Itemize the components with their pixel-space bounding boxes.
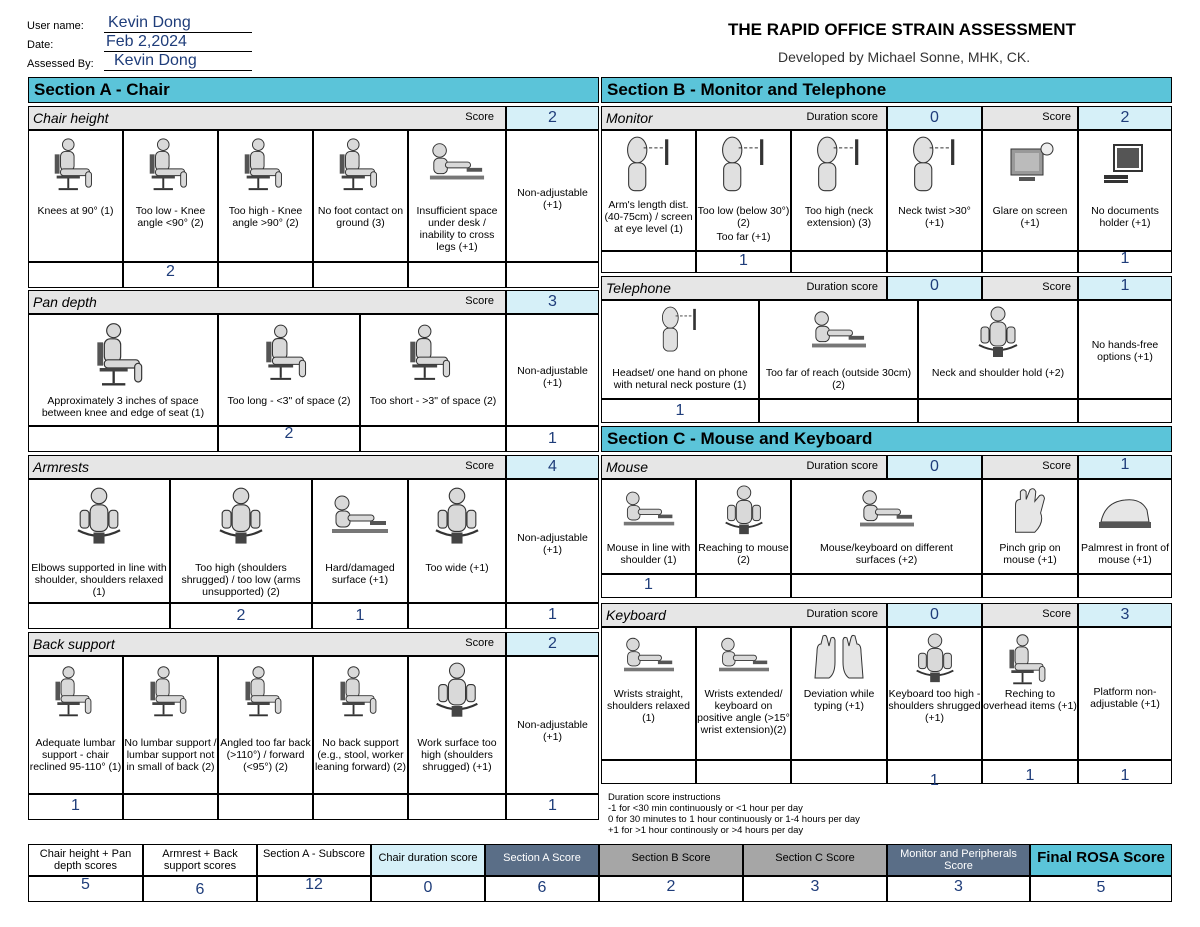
telephone-value-1[interactable]: 1 xyxy=(601,399,759,423)
footer-value-section-c-score: 3 xyxy=(743,876,887,902)
option-label: Too wide (+1) xyxy=(425,562,489,574)
mouse-title: Mouse xyxy=(601,455,887,479)
pan-depth-option-2[interactable] xyxy=(218,314,360,426)
pan-depth-option-3[interactable] xyxy=(360,314,506,426)
figure-icon xyxy=(811,135,867,195)
telephone-option-2[interactable] xyxy=(759,300,918,399)
mouse-duration-score[interactable]: 0 xyxy=(887,455,982,479)
figure-icon xyxy=(907,135,963,195)
back-support-value-nadj[interactable]: 1 xyxy=(506,794,599,820)
section-a-header: Section A - Chair xyxy=(28,77,599,103)
figure-icon xyxy=(332,135,390,193)
keyboard-score-label: Score xyxy=(982,603,1078,627)
armrests-value-2[interactable]: 2 xyxy=(170,603,312,629)
footer-value-section-b-score: 2 xyxy=(599,876,743,902)
option-label: No lumbar support / lumbar support not in small of back (2) xyxy=(124,737,217,773)
option-label: Non-adjustable (+1) xyxy=(517,365,588,389)
mouse-value-2[interactable] xyxy=(696,574,791,598)
figure-icon xyxy=(429,661,485,721)
option-label: Too low - Knee angle <90° (2) xyxy=(135,205,206,229)
back-support-value-2[interactable] xyxy=(123,794,218,820)
option-label: Neck twist >30° (+1) xyxy=(898,205,971,229)
monitor-value-5[interactable] xyxy=(982,251,1078,273)
option-label: Platform non-adjustable (+1) xyxy=(1090,686,1160,710)
option-label: Reaching to mouse (2) xyxy=(698,542,789,566)
mouse-option-2[interactable] xyxy=(696,479,791,574)
back-support-option-2[interactable] xyxy=(123,656,218,794)
pan-depth-nonadjustable[interactable] xyxy=(506,314,599,426)
option-label: Non-adjustable (+1) xyxy=(517,719,588,743)
pan-depth-value-3[interactable] xyxy=(360,426,506,452)
telephone-title: Telephone xyxy=(601,276,887,300)
figure-icon xyxy=(48,661,104,721)
chair-height-option-1[interactable] xyxy=(28,130,123,262)
keyboard-value-3[interactable] xyxy=(791,760,887,784)
telephone-option-3[interactable] xyxy=(918,300,1078,399)
section-b-header: Section B - Monitor and Telephone xyxy=(601,77,1172,103)
armrests-value-nadj[interactable]: 1 xyxy=(506,603,599,629)
footer-label-monitor-peripherals: Monitor and Peripherals Score xyxy=(887,844,1030,876)
figure-icon xyxy=(970,305,1026,361)
option-label: Too high - Knee angle >90° (2) xyxy=(228,205,303,229)
telephone-option-1[interactable] xyxy=(601,300,759,399)
option-label: Neck and shoulder hold (+2) xyxy=(931,367,1065,379)
option-label: Too high (shoulders shrugged) / too low (arms unsupported) (2) xyxy=(181,562,301,598)
monitor-value-2[interactable]: 1 xyxy=(696,251,791,273)
chair-height-score-label: Score xyxy=(465,111,494,123)
duration-instructions-title: Duration score instructions xyxy=(608,792,721,803)
figure-icon xyxy=(237,135,295,193)
option-label: Too far of reach (outside 30cm) (2) xyxy=(765,367,912,391)
keyboard-duration-score[interactable]: 0 xyxy=(887,603,982,627)
option-label: Wrists extended/ keyboard on positive angle (>15° wrist extension)(2) xyxy=(697,688,790,736)
figure-icon xyxy=(716,135,772,195)
back-support-value-3[interactable] xyxy=(218,794,313,820)
keyboard-value-6[interactable]: 1 xyxy=(1078,760,1172,784)
user-name-value[interactable]: Kevin Dong xyxy=(104,14,252,33)
footer-label-chair-duration: Chair duration score xyxy=(371,844,485,876)
monitor-option-5[interactable] xyxy=(982,130,1078,251)
keyboard-option-3[interactable] xyxy=(791,627,887,760)
figure-icon xyxy=(621,135,677,195)
pan-depth-option-1[interactable] xyxy=(28,314,218,426)
option-label: Too long - <3" of space (2) xyxy=(227,395,351,407)
chair-height-value-nadj[interactable] xyxy=(506,262,599,288)
keyboard-value-5[interactable]: 1 xyxy=(982,760,1078,784)
figure-icon xyxy=(428,135,486,193)
mouse-option-4[interactable] xyxy=(982,479,1078,574)
back-support-option-5[interactable] xyxy=(408,656,506,794)
monitor-duration-score[interactable]: 0 xyxy=(887,106,982,130)
figure-icon xyxy=(658,305,702,355)
figure-icon xyxy=(619,632,679,682)
figure-icon xyxy=(238,661,294,721)
monitor-option-6[interactable] xyxy=(1078,130,1172,251)
figure-icon xyxy=(1002,632,1058,686)
mouse-value-1[interactable]: 1 xyxy=(601,574,696,598)
armrests-nonadjustable[interactable] xyxy=(506,479,599,603)
figure-icon xyxy=(827,484,947,538)
option-label: Pinch grip on mouse (+1) xyxy=(999,542,1061,566)
back-support-value-4[interactable] xyxy=(313,794,408,820)
mouse-option-5[interactable] xyxy=(1078,479,1172,574)
keyboard-value-1[interactable] xyxy=(601,760,696,784)
option-label: Non-adjustable (+1) xyxy=(517,187,588,211)
armrests-title: Armrests xyxy=(28,455,506,479)
option-label: Work surface too high (shoulders shrugged) (+1) xyxy=(417,737,497,773)
section-c-header: Section C - Mouse and Keyboard xyxy=(601,426,1172,452)
option-label: Insufficient space under desk / inability to cross legs (+1) xyxy=(416,205,498,253)
back-support-nonadjustable[interactable] xyxy=(506,656,599,794)
option-label: Knees at 90° (1) xyxy=(37,205,114,217)
telephone-value-3[interactable] xyxy=(918,399,1078,423)
keyboard-option-5[interactable] xyxy=(982,627,1078,760)
pan-depth-score: 3 xyxy=(506,290,599,314)
figure-icon xyxy=(622,484,676,538)
telephone-value-2[interactable] xyxy=(759,399,918,423)
back-support-value-1[interactable]: 1 xyxy=(28,794,123,820)
figure-icon xyxy=(211,486,271,548)
keyboard-option-4[interactable] xyxy=(887,627,982,760)
page-title: THE RAPID OFFICE STRAIN ASSESSMENT xyxy=(728,20,1076,39)
monitor-value-3[interactable] xyxy=(791,251,887,273)
back-support-score-label: Score xyxy=(465,637,494,649)
figure-icon xyxy=(258,321,320,383)
chair-height-option-5[interactable] xyxy=(408,130,506,262)
telephone-option-4[interactable] xyxy=(1078,300,1172,399)
back-support-option-3[interactable] xyxy=(218,656,313,794)
chair-height-option-3[interactable] xyxy=(218,130,313,262)
monitor-value-6[interactable]: 1 xyxy=(1078,251,1172,273)
keyboard-value-4[interactable]: 1 xyxy=(887,760,982,784)
monitor-option-2[interactable] xyxy=(696,130,791,251)
option-label: Mouse in line with shoulder (1) xyxy=(606,542,691,566)
option-label: Too high (neck extension) (3) xyxy=(804,205,874,229)
armrests-option-1[interactable] xyxy=(28,479,170,603)
duration-instructions-line3: +1 for >1 hour continously or >4 hours per day xyxy=(608,825,804,836)
keyboard-option-1[interactable] xyxy=(601,627,696,760)
keyboard-duration-label: Duration score xyxy=(806,608,878,620)
option-label: Non-adjustable (+1) xyxy=(517,532,588,556)
date-label: Date: xyxy=(27,39,54,51)
option-label: Hard/damaged surface (+1) xyxy=(325,562,395,586)
mouse-value-5[interactable] xyxy=(1078,574,1172,598)
monitor-duration-label: Duration score xyxy=(806,111,878,123)
user-name-label: User name: xyxy=(27,20,84,32)
mouse-score-label: Score xyxy=(982,455,1078,479)
footer-value-chair-duration: 0 xyxy=(371,876,485,902)
option-label: Glare on screen (+1) xyxy=(992,205,1068,229)
figure-icon xyxy=(717,484,771,538)
pan-depth-title: Pan depth xyxy=(28,290,506,314)
back-support-score: 2 xyxy=(506,632,599,656)
glare-screen-icon xyxy=(1005,141,1055,191)
assessed-by-value[interactable]: Kevin Dong xyxy=(104,52,252,71)
armrests-score-label: Score xyxy=(465,460,494,472)
back-support-value-5[interactable] xyxy=(408,794,506,820)
chair-height-value-5[interactable] xyxy=(408,262,506,288)
footer-label-section-b-score: Section B Score xyxy=(599,844,743,876)
mouse-option-3[interactable] xyxy=(791,479,982,574)
telephone-duration-score[interactable]: 0 xyxy=(887,276,982,300)
chair-height-score: 2 xyxy=(506,106,599,130)
armrests-value-4[interactable] xyxy=(408,603,506,629)
figure-icon xyxy=(88,321,158,387)
monitor-value-1[interactable] xyxy=(601,251,696,273)
chair-height-option-4[interactable] xyxy=(313,130,408,262)
telephone-value-4[interactable] xyxy=(1078,399,1172,423)
back-support-title: Back support xyxy=(28,632,506,656)
mouse-score: 1 xyxy=(1078,455,1172,479)
option-label: Deviation while typing (+1) xyxy=(803,688,875,712)
monitor-option-3[interactable] xyxy=(791,130,887,251)
armrests-option-3[interactable] xyxy=(312,479,408,603)
option-label: Adequate lumbar support - chair reclined 95-110° (1) xyxy=(29,737,122,773)
figure-icon xyxy=(47,135,105,193)
keyboard-title: Keyboard xyxy=(601,603,887,627)
figure-icon xyxy=(330,486,390,548)
assessed-by-label: Assessed By: xyxy=(27,58,94,70)
chair-height-value-1[interactable] xyxy=(28,262,123,288)
mouse-option-1[interactable] xyxy=(601,479,696,574)
figure-icon xyxy=(402,321,464,383)
pan-depth-value-nadj[interactable]: 1 xyxy=(506,426,599,452)
pan-depth-score-label: Score xyxy=(465,295,494,307)
monitor-value-4[interactable] xyxy=(887,251,982,273)
option-label: No back support (e.g., stool, worker leaning forward) (2) xyxy=(314,737,407,773)
option-label: Keyboard too high - shoulders shrugged (+1) xyxy=(888,688,981,724)
hands-icon xyxy=(809,632,869,682)
keyboard-value-2[interactable] xyxy=(696,760,791,784)
figure-icon xyxy=(142,135,200,193)
chair-height-nonadjustable[interactable] xyxy=(506,130,599,262)
palmrest-icon xyxy=(1095,488,1155,532)
monitor-title: Monitor xyxy=(601,106,887,130)
option-label: No hands-free options (+1) xyxy=(1091,339,1159,363)
chair-height-value-4[interactable] xyxy=(313,262,408,288)
footer-label-section-a-subscore: Section A - Subscore xyxy=(257,844,371,876)
footer-label-armrest-back: Armrest + Back support scores xyxy=(143,844,257,876)
back-support-option-1[interactable] xyxy=(28,656,123,794)
pan-depth-value-2[interactable]: 2 xyxy=(218,426,360,452)
back-support-option-4[interactable] xyxy=(313,656,408,794)
duration-instructions-line2: 0 for 30 minutes to 1 hour continuously or 1-4 hours per day xyxy=(608,814,860,825)
option-label: Palmrest in front of mouse (+1) xyxy=(1080,542,1170,566)
figure-icon xyxy=(69,486,129,548)
armrests-value-3[interactable]: 1 xyxy=(312,603,408,629)
chair-height-value-2[interactable]: 2 xyxy=(123,262,218,288)
footer-value-monitor-peripherals: 3 xyxy=(887,876,1030,902)
chair-height-title: Chair height xyxy=(28,106,506,130)
footer-value-armrest-back: 6 xyxy=(143,876,257,902)
option-label: Approximately 3 inches of space between knee and edge of seat (1) xyxy=(41,395,205,419)
option-label: Headset/ one hand on phone with netural neck posture (1) xyxy=(612,367,748,391)
figure-icon xyxy=(789,305,889,359)
pan-depth-value-1[interactable] xyxy=(28,426,218,452)
telephone-duration-label: Duration score xyxy=(806,281,878,293)
date-value[interactable]: Feb 2,2024 xyxy=(104,33,252,52)
monitor-score: 2 xyxy=(1078,106,1172,130)
armrests-value-1[interactable] xyxy=(28,603,170,629)
footer-value-chair-pan: 5 xyxy=(28,876,143,902)
option-label: No documents holder (+1) xyxy=(1091,205,1159,229)
keyboard-score: 3 xyxy=(1078,603,1172,627)
figure-icon xyxy=(143,661,199,721)
footer-label-final-rosa: Final ROSA Score xyxy=(1030,844,1172,876)
footer-value-final-rosa: 5 xyxy=(1030,876,1172,902)
footer-label-chair-pan: Chair height + Pan depth scores xyxy=(28,844,143,876)
figure-icon xyxy=(333,661,389,721)
chair-height-value-3[interactable] xyxy=(218,262,313,288)
option-label: No foot contact on ground (3) xyxy=(317,205,404,229)
option-label: Too low (below 30°) (2) xyxy=(697,205,790,229)
footer-value-section-a-subscore: 12 xyxy=(257,876,371,902)
monitor-option-4[interactable] xyxy=(887,130,982,251)
option-label: Elbows supported in line with shoulder, shoulders relaxed (1) xyxy=(31,562,167,598)
option-label: Angled too far back (>110°) / forward (<95°) (2) xyxy=(220,737,311,773)
keyboard-option-2[interactable] xyxy=(696,627,791,760)
armrests-score: 4 xyxy=(506,455,599,479)
option-label-extra: Too far (+1) xyxy=(716,231,771,243)
option-label: Arm's length dist. (40-75cm) / screen at eye level (1) xyxy=(604,199,693,235)
telephone-score-label: Score xyxy=(982,276,1078,300)
monitor-option-1[interactable] xyxy=(601,130,696,251)
page-subtitle: Developed by Michael Sonne, MHK, CK. xyxy=(778,49,1031,65)
monitor-score-label: Score xyxy=(982,106,1078,130)
keyboard-option-6[interactable] xyxy=(1078,627,1172,760)
mouse-value-3[interactable] xyxy=(791,574,982,598)
duration-instructions-line1: -1 for <30 min continuously or <1 hour per day xyxy=(608,803,803,814)
footer-value-section-a-score: 6 xyxy=(485,876,599,902)
telephone-score: 1 xyxy=(1078,276,1172,300)
option-label: Reching to overhead items (+1) xyxy=(983,688,1077,712)
mouse-value-4[interactable] xyxy=(982,574,1078,598)
option-label: Wrists straight, shoulders relaxed (1) xyxy=(607,688,690,724)
footer-label-section-c-score: Section C Score xyxy=(743,844,887,876)
option-label: Too short - >3" of space (2) xyxy=(369,395,497,407)
figure-icon xyxy=(714,632,774,682)
chair-height-option-2[interactable] xyxy=(123,130,218,262)
footer-label-section-a-score: Section A Score xyxy=(485,844,599,876)
hand-icon xyxy=(1004,484,1056,538)
mouse-duration-label: Duration score xyxy=(806,460,878,472)
figure-icon xyxy=(907,632,963,686)
option-label: Mouse/keyboard on different surfaces (+2) xyxy=(820,542,953,566)
monitor-icon xyxy=(1100,141,1150,191)
armrests-option-4[interactable] xyxy=(408,479,506,603)
armrests-option-2[interactable] xyxy=(170,479,312,603)
figure-icon xyxy=(427,486,487,548)
